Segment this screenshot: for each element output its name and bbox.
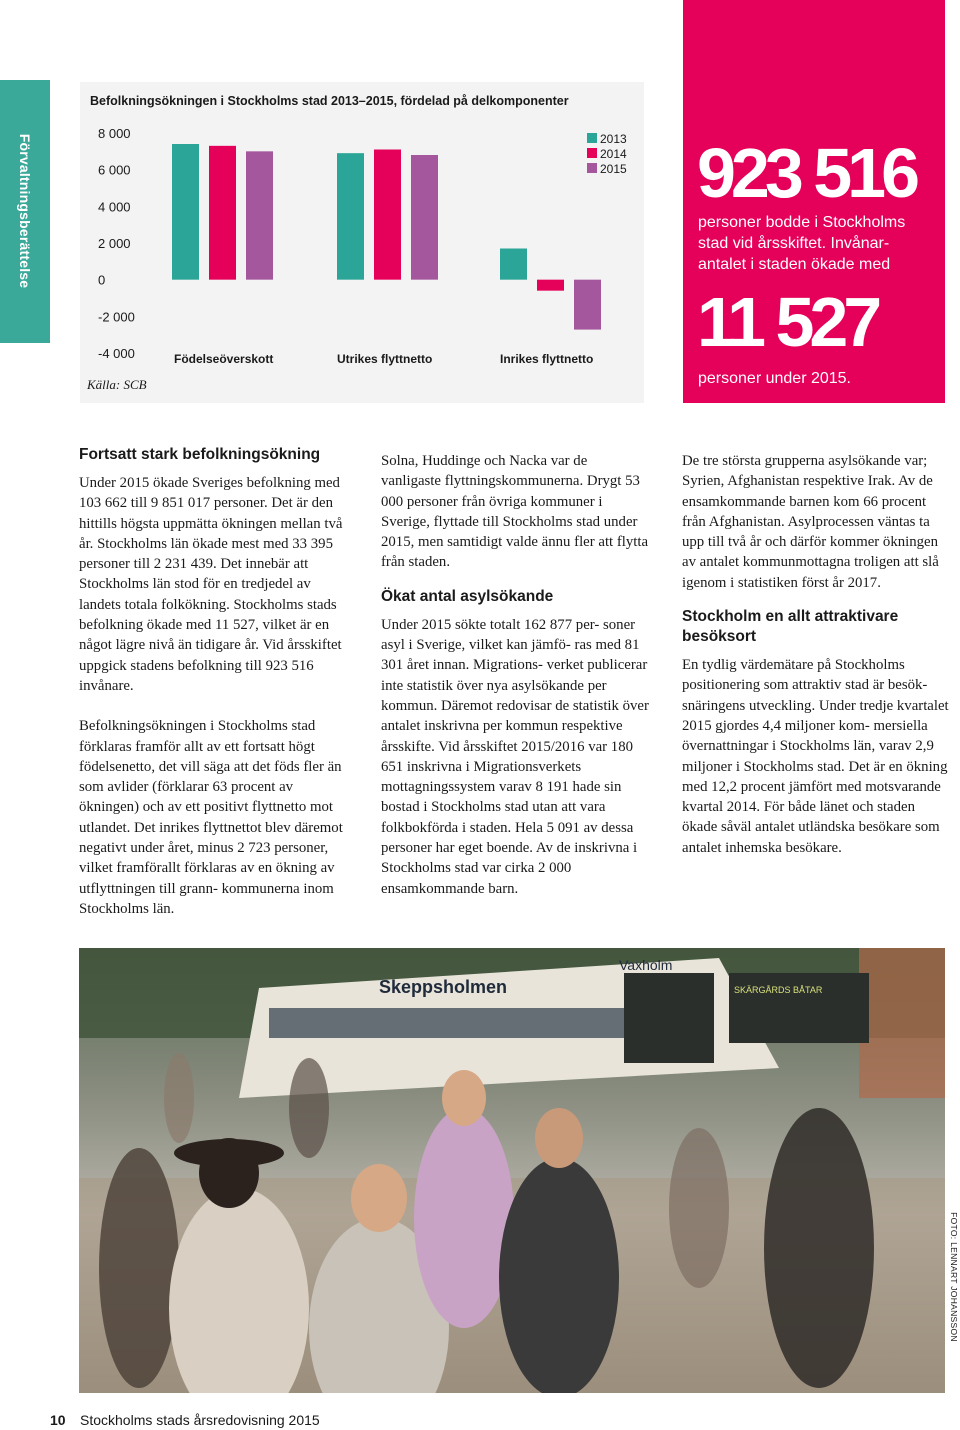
population-total: 923 516 — [697, 134, 916, 212]
legend-swatch-2015 — [587, 163, 597, 173]
paragraph: Befolkningsökningen i Stockholms stad förklaras framför allt av ett fortsatt högt födelsenetto, det vill säga att det föds fler än som avlider (förklarar 63 procent av ökningen) och av ett positivt flyttnetto mot utlandet. Det inrikes flyttnettot blev däremot negativt under året, minus 2 723 personer, vilket framförallt förklaras av en ökning av utflyttningen till grann- kommunerna inom Stockholms län. — [79, 718, 343, 917]
paragraph: Under 2015 ökade Sveriges befolkning med 103 662 till 9 851 017 personer. Det är den hittills högsta uppmätta ökningen mellan två år. Stockholms län ökade mest med 33 395 personer till 2 231 439. Det innebär att Stockholms län stod för en tredjedel av landets totala folkökning. Stockholms stads befolkning ökade med 11 527, vilket är en något lägre nivå än tidigare år. Vid årsskiftet uppgick stadens befolkning till 923 516 invånare. — [79, 475, 343, 694]
y-tick-label: 6 000 — [98, 162, 131, 178]
boat-sign-2: Vaxholm — [619, 957, 673, 973]
y-tick-label: 2 000 — [98, 236, 131, 251]
article-column-1 — [79, 445, 347, 939]
section-tab — [0, 80, 50, 343]
y-tick-label: 8 000 — [98, 126, 131, 141]
photo-illustration — [79, 948, 945, 1393]
increase-description: personer under 2015. — [698, 370, 851, 387]
bar-2015 — [574, 280, 601, 330]
paragraph: Under 2015 sökte totalt 162 877 per- soner asyl i Sverige, vilket kan jämfö- ras med 81 301 året innan. Migrations- verket publicerar inte statistik över nya asylsökande per kommun. Däremot redovisar de statistik över antalet inskrivna per kommun respektive årsskifte. Vid årsskiftet 2015/2016 var 180 651 inskrivna i Migrationsverkets mottagningssystem varav 8 191 hade sin bostad i Stockholms stad utan att vara folkbokförda i staden. Hela 5 091 av dessa personer har eget boende. Av de inskrivna i Stockholms stad var cirka 2 000 ensamkommande barn. — [381, 616, 649, 897]
section-tab-label: Förvaltningsberättelse — [17, 133, 33, 289]
population-chart — [80, 82, 644, 403]
key-figures-box — [683, 0, 945, 403]
chart-canvas — [80, 82, 644, 403]
legend-swatch-2013 — [587, 133, 597, 143]
paragraph: De tre största grupperna asylsökande var; Syrien, Afghanistan respektive Irak. Av de ensamkommande barnen kom 66 procent från Afghanistan. Asylprocessen väntas ta upp till två år och därför kommer ökningen av antalet kommunmottagna troligen att slå igenom i statistiken först år 2017. — [682, 453, 939, 591]
page-number: 10 — [50, 1412, 66, 1428]
heading-tourism: Stockholm en allt attraktivare besöksort — [682, 608, 899, 646]
legend-label: 2015 — [600, 162, 627, 176]
y-tick-label: -4 000 — [98, 346, 135, 361]
legend-label: 2013 — [600, 132, 627, 146]
bar-2013 — [500, 249, 527, 280]
bar-2015 — [246, 151, 273, 279]
heading-asylum: Ökat antal asylsökande — [381, 587, 554, 605]
bar-2014 — [209, 146, 236, 280]
bar-2014 — [374, 150, 401, 280]
y-tick-label: 4 000 — [98, 199, 131, 215]
y-tick-label: -2 000 — [98, 309, 135, 325]
board-sign: SKÄRGÅRDS BÅTAR — [734, 985, 823, 995]
photo-credit: FOTO: LENNART JOHANSSON — [949, 1212, 959, 1342]
bar-2013 — [172, 144, 199, 280]
article-column-2 — [381, 451, 649, 919]
footer-title: Stockholms stads årsredovisning 2015 — [80, 1412, 320, 1428]
heading-population-growth: Fortsatt stark befolkningsökning — [79, 446, 321, 463]
category-label: Utrikes flyttnetto — [337, 352, 433, 366]
paragraph: Solna, Huddinge och Nacka var de vanligaste flyttningskommunerna. Drygt 53 000 personer från övriga kommuner i Sverige, flyttade till Stockholms stad under 2015, men samtidigt valde ännu fler att flytta från staden. — [381, 453, 649, 571]
street-photo — [79, 948, 945, 1393]
article-column-3 — [682, 451, 950, 878]
bar-2013 — [337, 153, 364, 280]
legend-label: 2014 — [600, 147, 627, 161]
y-tick-label: 0 — [98, 272, 106, 288]
legend-swatch-2014 — [587, 148, 597, 158]
chart-source: Källa: SCB — [87, 377, 147, 392]
paragraph: En tydlig värdemätare på Stockholms positionering som attraktiv stad är besök- snäringens utveckling. Under tredje kvartalet 2015 gjordes 4,4 miljoner kom- mersiella övernattningar i Stockholms län, varav 2,9 miljoner i Stockholms stad. Det är en ökning med 12,2 procent jämfört med motsvarande kvartal 2014. För både länet och staden ökade såväl antalet utländska besökare som antalet inhemska besökare. — [682, 657, 949, 856]
bar-2014 — [537, 280, 564, 291]
boat-sign-1: Skeppsholmen — [379, 977, 508, 997]
population-description: personer bodde i Stockholms stad vid årsskiftet. Invånar- antalet i staden ökade med — [698, 214, 906, 273]
category-label: Födelseöverskott — [174, 352, 274, 366]
chart-title: Befolkningsökningen i Stockholms stad 2013–2015, fördelad på delkomponenter — [90, 94, 569, 108]
category-label: Inrikes flyttnetto — [500, 352, 594, 366]
population-increase: 11 527 — [697, 283, 878, 361]
bar-2015 — [411, 155, 438, 280]
